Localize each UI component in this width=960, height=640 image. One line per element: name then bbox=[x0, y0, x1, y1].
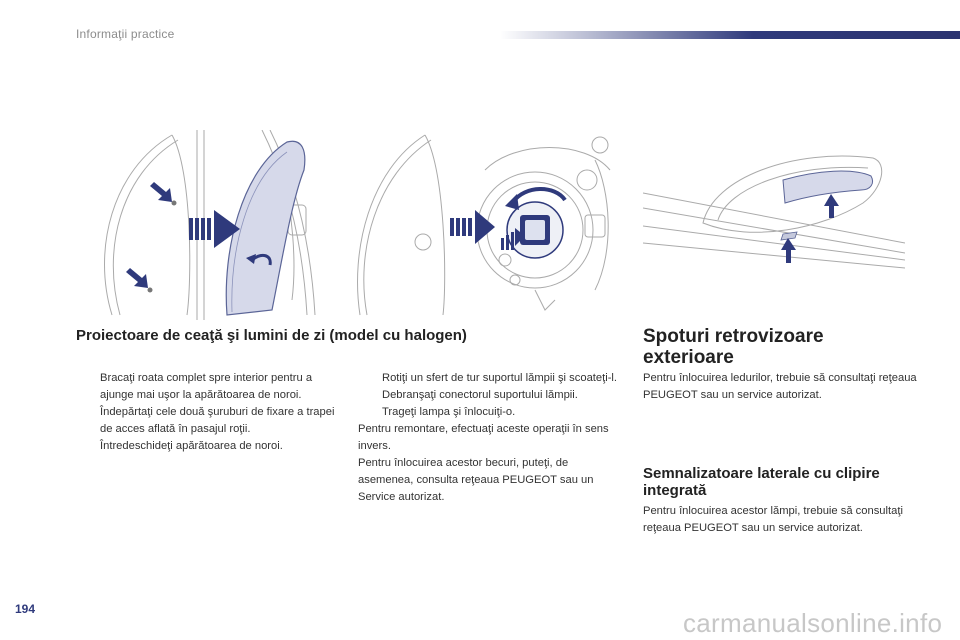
list-item bbox=[76, 438, 346, 455]
header-accent-bar bbox=[500, 31, 960, 39]
header-title: Informaţii practice bbox=[76, 27, 175, 41]
mirror-spots-title: Spoturi retrovizoare exterioare bbox=[643, 326, 824, 368]
mirror-spots-text: Pentru înlocuirea ledurilor, trebuie să consultaţi reţeaua PEUGEOT sau un service autorizat. bbox=[643, 372, 917, 401]
reassembly-note: Pentru remontare, efectuaţi aceste operaţii în sens invers. bbox=[358, 423, 609, 452]
step-text: Întredeschideţi apărătoarea de noroi. bbox=[100, 440, 283, 452]
list-item bbox=[358, 370, 626, 387]
step-text: Rotiţi un sfert de tur suportul lămpii şi scoateţi-l. bbox=[382, 372, 618, 384]
watermark: carmanualsonline.info bbox=[683, 608, 943, 638]
mirror-illustration bbox=[643, 148, 905, 270]
bulb-holder-illustration bbox=[355, 130, 620, 320]
side-indicators-text: Pentru înlocuirea acestor lămpi, trebuie să consultaţi reţeaua PEUGEOT sau un service autorizat. bbox=[643, 505, 903, 534]
list-item bbox=[76, 404, 346, 438]
mudguard-illustration bbox=[92, 130, 332, 320]
list-item bbox=[358, 387, 626, 404]
list-item bbox=[76, 370, 346, 404]
page-number: 194 bbox=[15, 602, 36, 616]
service-note: Pentru înlocuirea acestor becuri, puteţi, de asemenea, consulta reţeaua PEUGEOT sau un Service autorizat. bbox=[358, 457, 594, 503]
step-text: Bracaţi roata complet spre interior pentru a ajunge mai uşor la apărătoarea de noroi. bbox=[100, 372, 313, 401]
fog-steps-column-left bbox=[76, 370, 346, 455]
list-item bbox=[358, 404, 626, 421]
fog-steps-column-right bbox=[358, 370, 626, 506]
step-text: Debranşaţi conectorul suportului lămpii. bbox=[382, 389, 578, 401]
fog-lights-title: Proiectoare de ceaţă şi lumini de zi (model cu halogen) bbox=[76, 327, 467, 344]
side-indicators-title: Semnalizatoare laterale cu clipire integrată bbox=[643, 465, 880, 499]
step-text: Îndepărtaţi cele două şuruburi de fixare a trapei de acces aflată în pasajul roţii. bbox=[100, 406, 335, 435]
step-text: Trageţi lampa şi înlocuiţi-o. bbox=[382, 406, 516, 418]
